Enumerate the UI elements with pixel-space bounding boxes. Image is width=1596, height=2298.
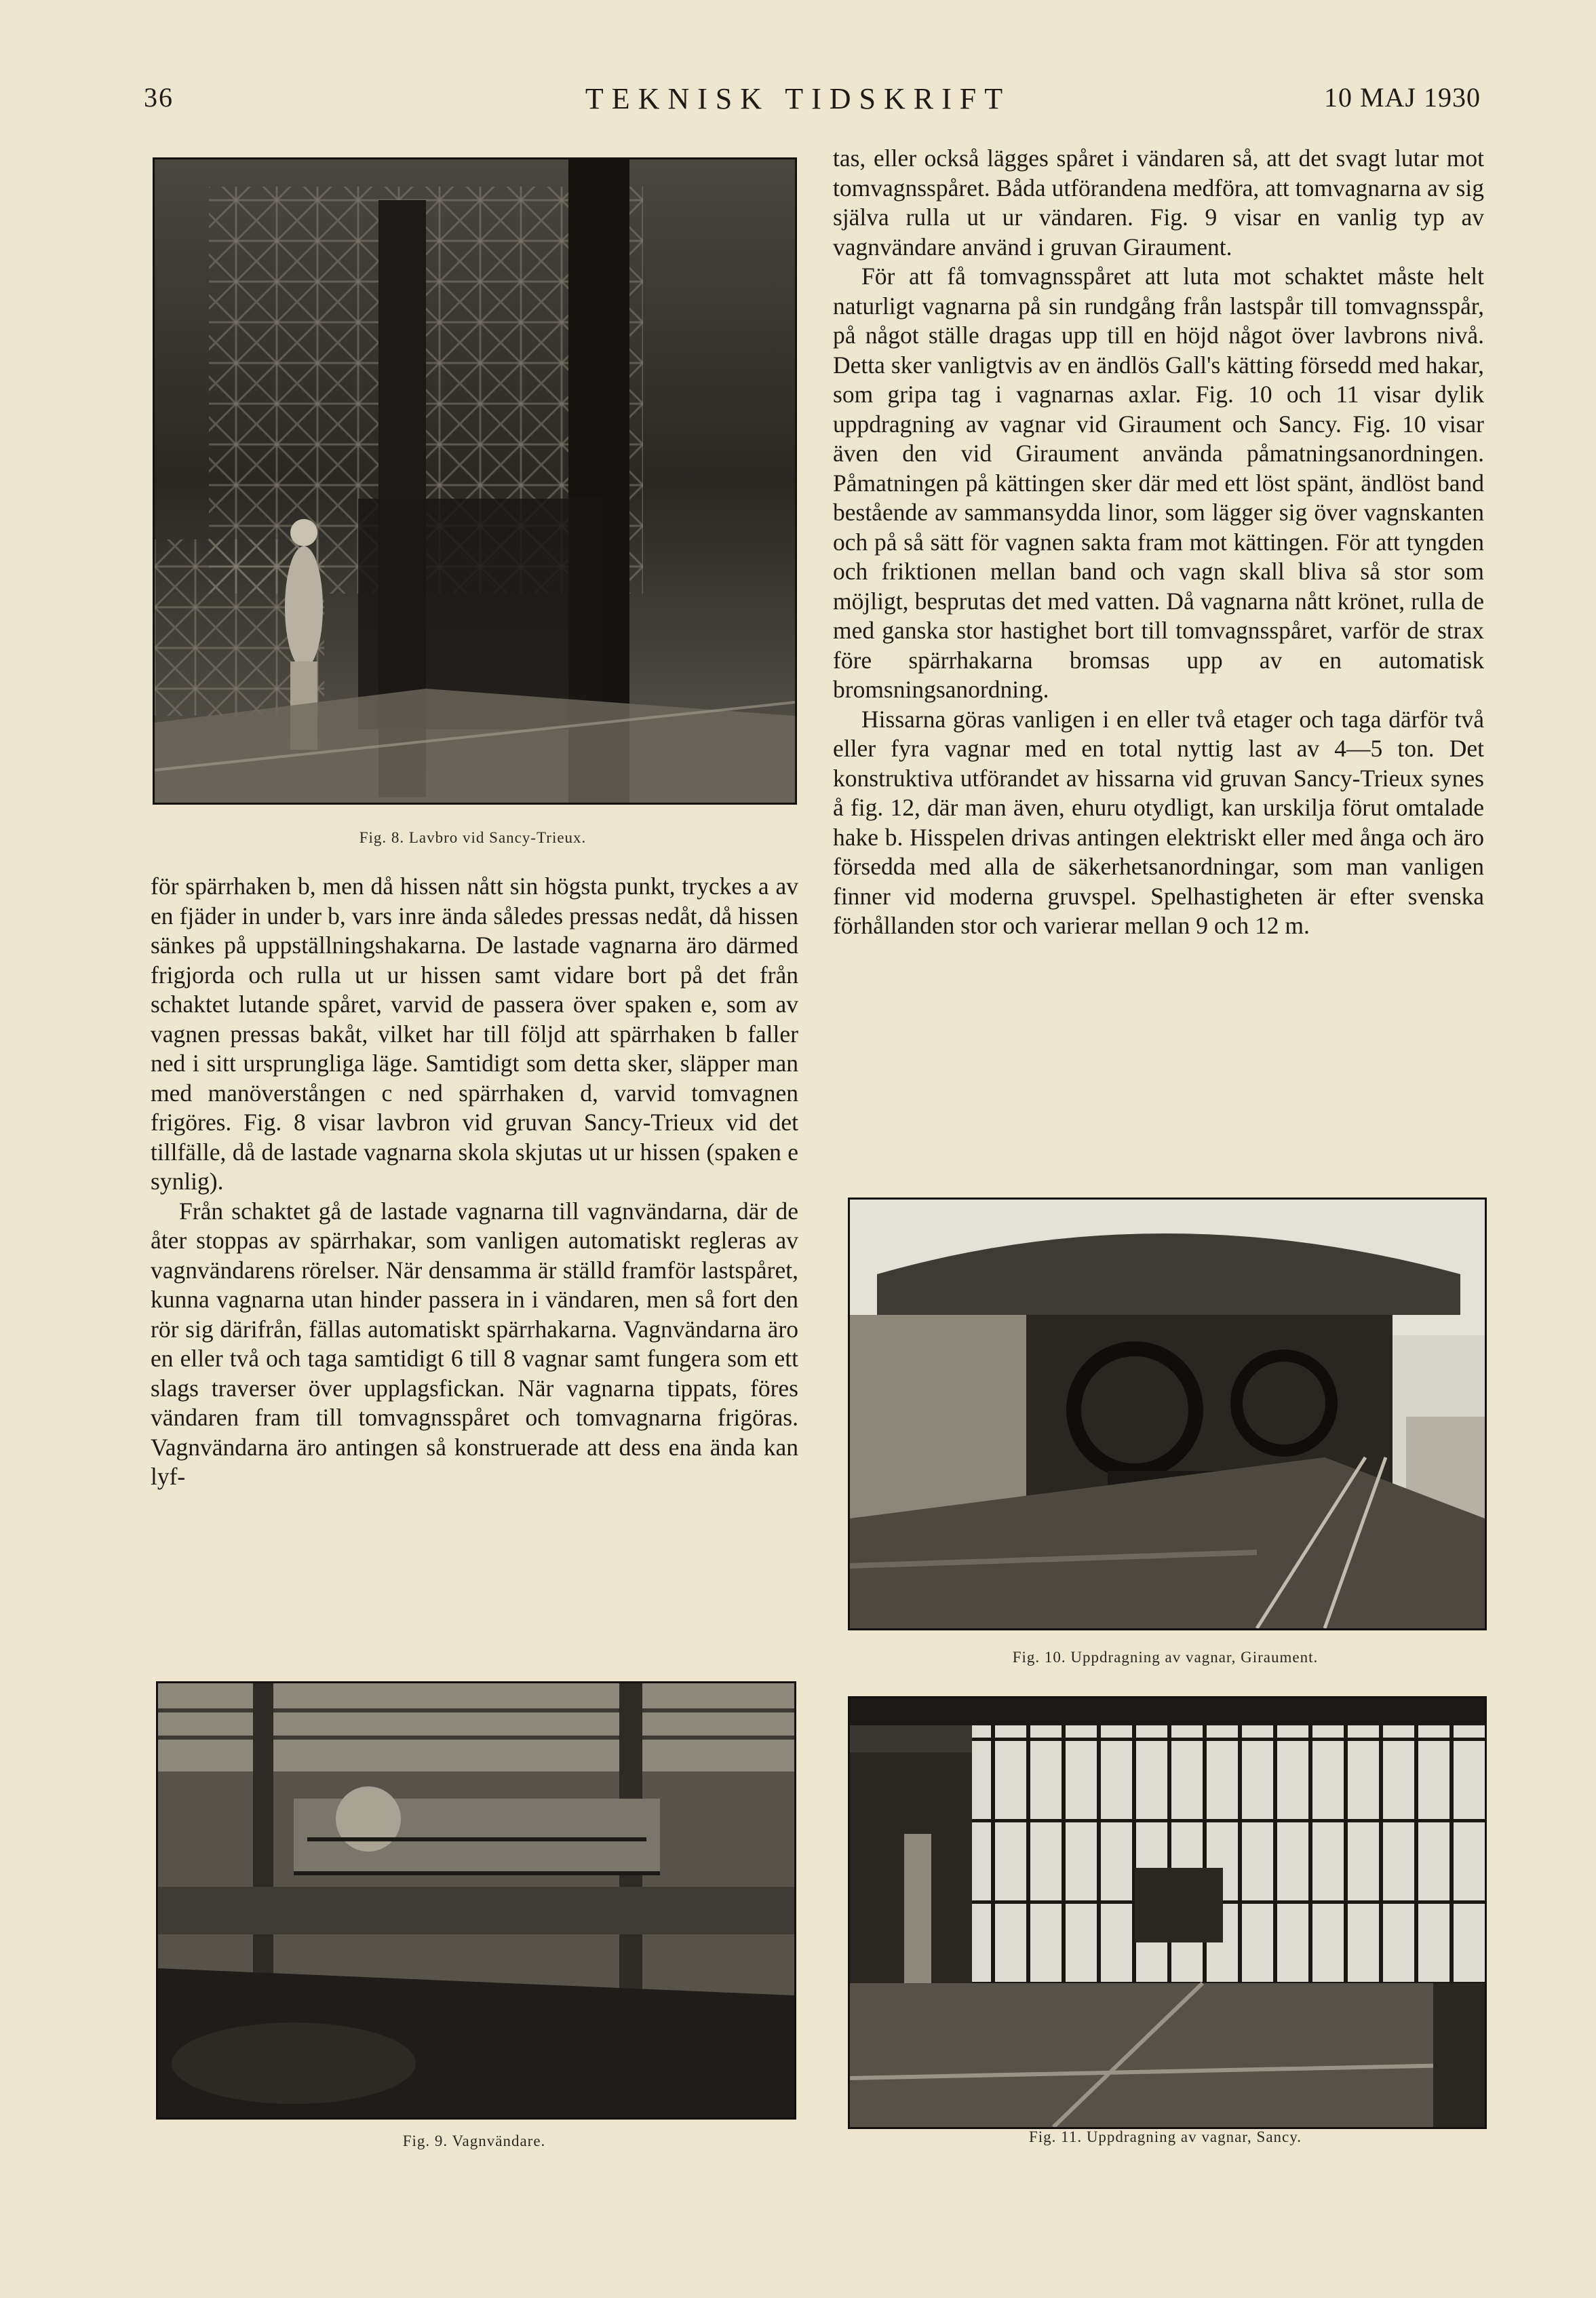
figure-9-photo xyxy=(156,1681,796,2120)
figure-11-image xyxy=(850,1698,1485,2127)
figure-10-caption: Fig. 10. Uppdragning av vagnar, Giraument. xyxy=(1012,1649,1319,1666)
journal-title: TEKNISK TIDSKRIFT xyxy=(585,82,1011,115)
figure-9-caption: Fig. 9. Vagnvändare. xyxy=(402,2132,546,2149)
left-paragraph-2: Från schaktet gå de lastade vagnarna till vagnvändarna, där de åter stoppas av spärrhakar, som vanligen automatiskt regleras av vagnvändarens rörelser. När densamma är ställd framför lastspåret, kunna vagnarna utan hinder passera in i vändaren, men så fort den rör sig därifrån, fällas automatiskt spärrhakarna. Vagnvändarna äro en eller två och taga samtidigt 6 till 8 vagnar samt fungera som ett slags traverser över upplagsfickan. När vagnarna tippats, föres vändaren fram till tomvagnsspåret och tomvagnarna frigöras. Vagnvändarna äro antingen så konstruerade att dess ena ända kan lyf- xyxy=(151,1197,798,1490)
left-paragraph-1: för spärrhaken b, men då hissen nått sin högsta punkt, tryckes a av en fjäder in under b, vars inre ända således pressas nedåt, då hissen sänkes på uppställningshakarna. De lastade vagnarna äro därmed frigjorda och rulla ut ur hissen samt vidare bort på det från schaktet lutande spåret, varvid de passera över spaken e, som av vagnen pressas bakåt, vilket har till följd att spärrhaken b faller ned i sitt ursprungliga läge. Samtidigt som detta sker, släpper man med manöverstången c ned spärrhaken d, varvid tomvagnen frigöres. Fig. 8 visar lavbron vid gruvan Sancy-Trieux vid det tillfälle, då de lastade vagnarna skola skjutas ut ur hissen (spaken e synlig). xyxy=(151,873,798,1195)
right-paragraph-3: Hissarna göras vanligen i en eller två etager och taga därför två eller fyra vagnar med en total nyttig last av 4—5 ton. Det konstruktiva utförandet av hissarna vid gruvan Sancy-Trieux synes å fig. 12, där man även, ehuru otydligt, kan urskilja förut omtalade hake b. Hisspelen drivas antingen elektriskt eller med ånga och äro försedda med alla de säkerhetsanordningar, som man vanligen finner vid moderna gruvspel. Spelhastigheten är efter svenska förhållanden stor och varierar mellan 9 och 12 m. xyxy=(833,705,1484,939)
right-paragraph-1: tas, eller också lägges spåret i vändaren så, att det svagt lutar mot tomvagnsspåret. Båda utförandena medföra, att tomvagnarna av sig själva rulla ut ur vändaren. Fig. 9 visar en vanlig typ av vagnvändare använd i gruvan Giraument. xyxy=(833,145,1484,261)
figure-11-caption: Fig. 11. Uppdragning av vagnar, Sancy. xyxy=(1028,2128,1302,2145)
right-paragraph-2: För att få tomvagnsspåret att luta mot schaktet måste helt naturligt vagnarna på sin rundgång från lastspår till tomvagnsspår, på något ställe dragas upp till en höjd något över lavbrons nivå. Detta sker vanligtvis av en ändlös Gall's kätting försedd med hakar, som gripa tag i vagnarnas axlar. Fig. 10 och 11 visar dylik uppdragning av vagnar vid Giraument och Sancy. Fig. 10 visar även den vid Giraument använda påmatningsanordningen. Påmatningen på kättingen sker där med ett löst spänt, ändlöst band bestående av sammansydda linor, som lägger sig över vagnskanten och på så sätt för vagnen sakta fram mot kättingen. För att tyngden och friktionen mellan band och vagn skall bliva så stor som möjligt, besprutas det med vatten. Då vagnarna nått krönet, rulla de med ganska stor hastighet bort till tomvagnsspåret, varför de strax före spärrhakarna bromsas upp av en automatisk bromsningsanordning. xyxy=(833,263,1484,703)
issue-date: 10 MAJ 1930 xyxy=(1323,82,1481,113)
page-number: 36 xyxy=(144,82,174,113)
figure-8-photo xyxy=(153,157,797,805)
figure-10-image xyxy=(850,1200,1485,1628)
figure-8-caption: Fig. 8. Lavbro vid Sancy-Trieux. xyxy=(359,829,587,846)
figure-11-photo xyxy=(848,1696,1487,2129)
right-column-text xyxy=(833,144,1484,941)
figure-10-photo xyxy=(848,1198,1487,1630)
figure-8-image xyxy=(155,159,795,803)
left-column-text xyxy=(151,872,798,1492)
figure-9-image xyxy=(158,1683,794,2118)
